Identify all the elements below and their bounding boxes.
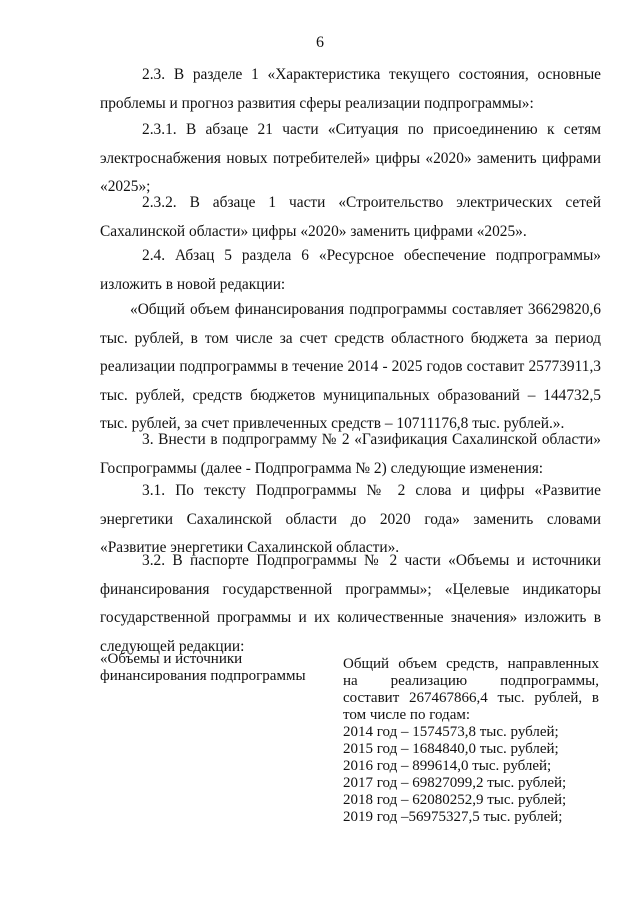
- table-right-cell: [343, 656, 599, 826]
- year-line: 2015 год – 1684840,0 тыс. рублей;: [343, 741, 559, 757]
- paragraph-3: 3. Внести в подпрограмму № 2 «Газификация Сахалинской области» Госпрограммы (далее - Подпрограмма № 2) следующие изменения:: [100, 431, 601, 477]
- paragraph-3-2: 3.2. В паспорте Подпрограммы № 2 части «Объемы и источники финансирования государственной программы»; «Целевые индикаторы государственной программы и их количественные значения» изложить в следующей редакции:: [100, 552, 601, 655]
- paragraph-2-3-2: 2.3.2. В абзаце 1 части «Строительство электрических сетей Сахалинской области» цифры «2020» заменить цифрами «2025».: [100, 194, 601, 240]
- year-line: 2016 год – 899614,0 тыс. рублей;: [343, 758, 552, 774]
- paragraph-3-1: 3.1. По тексту Подпрограммы № 2 слова и цифры «Развитие энергетики Сахалинской области до 2020 года» заменить словами «Развитие энергетики Сахалинской области».: [100, 482, 601, 556]
- paragraph-2-3: 2.3. В разделе 1 «Характеристика текущего состояния, основные проблемы и прогноз развития сферы реализации подпрограммы»:: [100, 66, 601, 112]
- paragraph-2-4: 2.4. Абзац 5 раздела 6 «Ресурсное обеспечение подпрограммы» изложить в новой редакции:: [100, 247, 601, 293]
- quoted-paragraph: «Общий объем финансирования подпрограммы составляет 36629820,6 тыс. рублей, в том числе за счет средств областного бюджета за период реализации подпрограммы в течение 2014 - 2025 годов составит 25773911,3 тыс. рублей, средств бюджетов муниципальных образований – 144732,5 тыс. рублей, за счет привлеченных средств – 10711176,8 тыс. рублей.».: [100, 301, 601, 432]
- paragraph-2-3-1: 2.3.1. В абзаце 21 части «Ситуация по присоединению к сетям электроснабжения новых потребителей» цифры «2020» заменить цифрами «2025»;: [100, 121, 601, 195]
- year-line: 2019 год –56975327,5 тыс. рублей;: [343, 809, 563, 825]
- year-line: 2014 год – 1574573,8 тыс. рублей;: [343, 724, 559, 740]
- year-line: 2018 год – 62080252,9 тыс. рублей;: [343, 792, 567, 808]
- table-left-cell: «Объемы и источники финансирования подпрограммы: [100, 651, 306, 684]
- year-line: 2017 год – 69827099,2 тыс. рублей;: [343, 775, 567, 791]
- funding-intro: Общий объем средств, направленных на реализацию подпрограммы, составит 267467866,4 тыс. рублей, в том числе по годам:: [343, 656, 599, 723]
- page-number: 6: [316, 34, 324, 51]
